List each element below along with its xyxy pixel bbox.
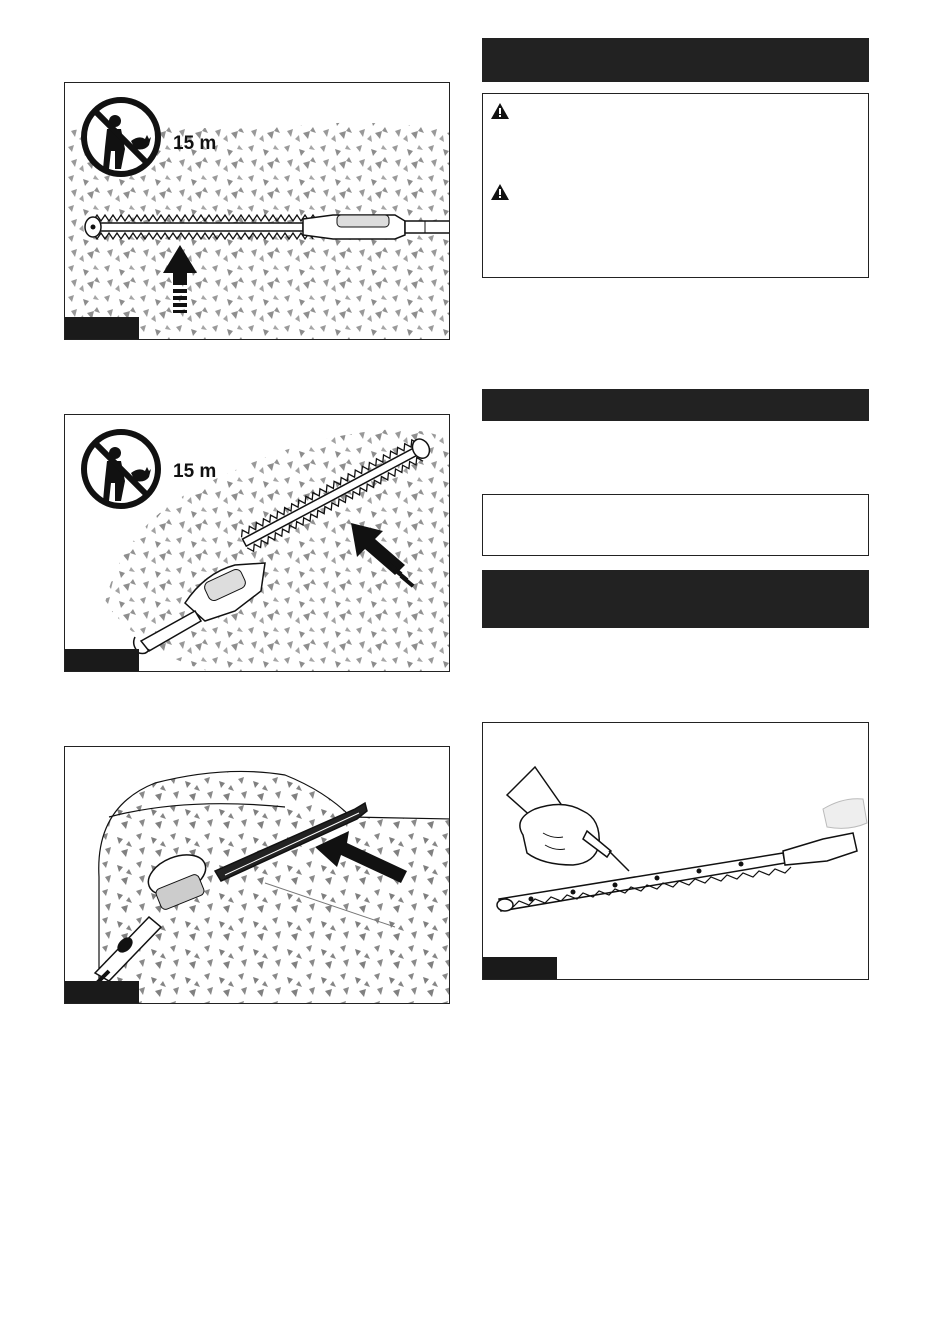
warning-triangle-icon xyxy=(491,103,509,119)
figure-1-horizontal-trim xyxy=(64,82,450,340)
figure-2-diagonal-trim xyxy=(64,414,450,672)
figure-3-top-trim xyxy=(64,746,450,1004)
figure-number-tag xyxy=(65,317,139,339)
figure-number-tag xyxy=(483,957,557,979)
figure-1-illustration xyxy=(65,83,450,340)
hedge-trimmer-blade xyxy=(497,853,791,911)
distance-label: 15 m xyxy=(173,461,217,482)
figure-number-tag xyxy=(65,981,139,1003)
hedge-trimmer-head xyxy=(783,799,867,865)
section-header-bar-2 xyxy=(482,389,869,421)
figure-number-tag xyxy=(65,649,139,671)
figure-4-lubrication xyxy=(482,722,869,980)
distance-label: 15 m xyxy=(173,133,217,154)
gloved-hand-with-oiler xyxy=(507,767,629,871)
figure-4-illustration xyxy=(483,723,869,980)
warning-box xyxy=(482,93,869,278)
figure-3-illustration xyxy=(65,747,450,1004)
figure-2-illustration xyxy=(65,415,450,672)
section-header-bar-3 xyxy=(482,570,869,628)
no-bystanders-icon xyxy=(84,100,158,174)
section-header-bar-1 xyxy=(482,38,869,82)
notice-box xyxy=(482,494,869,556)
no-bystanders-icon xyxy=(84,432,158,506)
warning-triangle-icon xyxy=(491,184,509,200)
